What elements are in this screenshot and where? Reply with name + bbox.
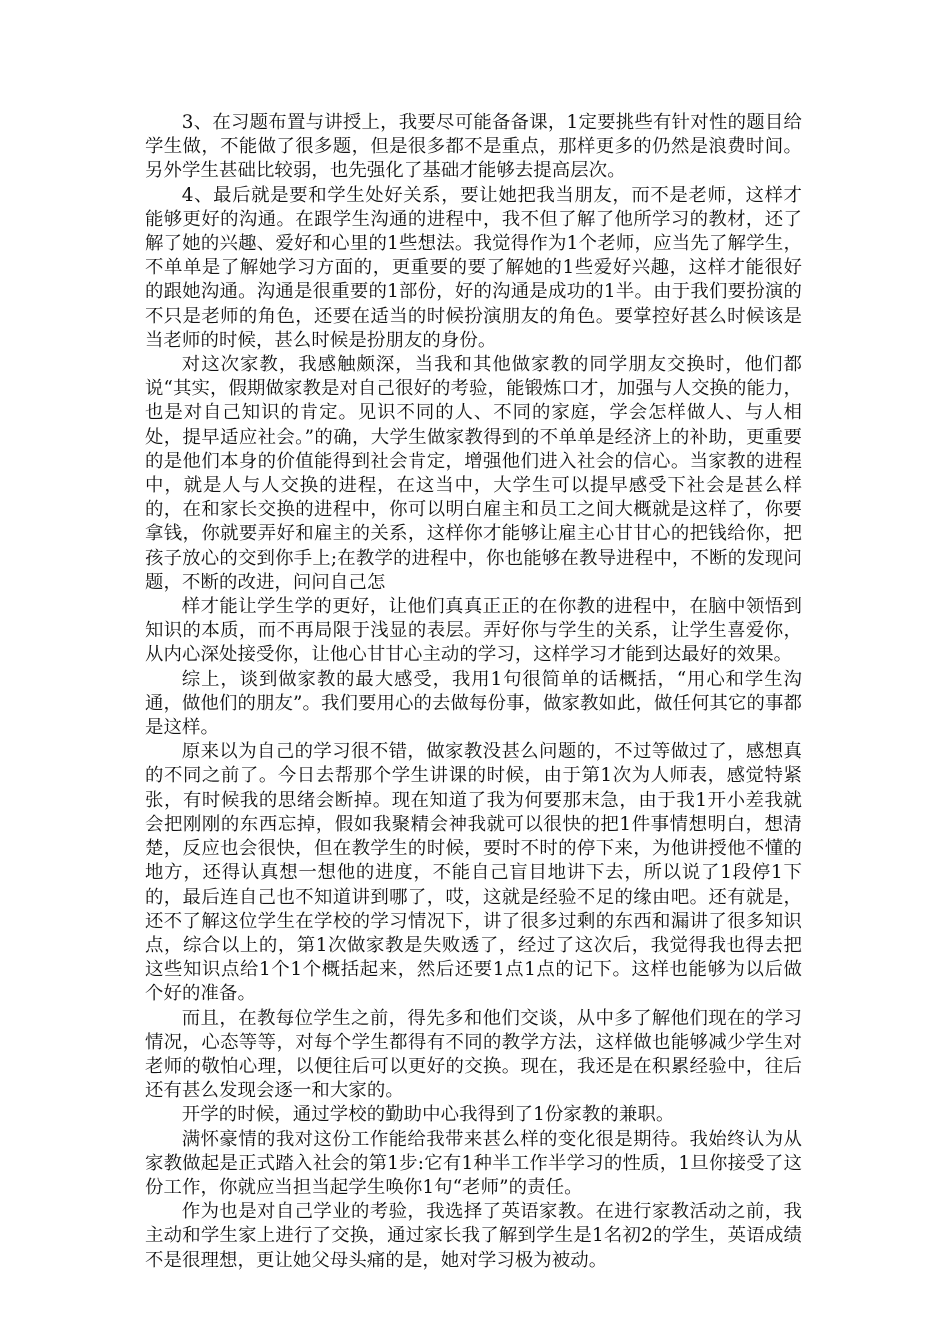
paragraph-6: 原来以为自己的学习很不错，做家教没甚么问题的，不过等做过了，感想真的不同之前了。今日去帮那个学生讲课的时候，由于第1次为人师表，感觉特紧张，有时候我的思绪会断掉。现在知道了我为何要那末急，由于我1开小差我就会把刚刚的东西忘掉，假如我聚精会神我就可以很快的把1件事情想明白，想清楚，反应也会很快，但在教学生的时候，要时不时的停下来，为他讲授他不懂的地方，还得认真想一想他的进度，不能自己盲目地讲下去，所以说了1段停1下的，最后连自己也不知道讲到哪了，哎，这就是经验不足的缘由吧。还有就是，还不了解这位学生在学校的学习情况下，讲了很多过剩的东西和漏讲了很多知识点，综合以上的，第1次做家教是失败透了，经过了这次后，我觉得我也得去把这些知识点给1个1个概括起来，然后还要1点1点的记下。这样也能够为以后做个好的准备。 [145, 741, 802, 1005]
paragraph-1: 3、在习题布置与讲授上，我要尽可能备备课，1定要挑些有针对性的题目给学生做，不能做了很多题，但是很多都不是重点，那样更多的仍然是浪费时间。另外学生甚础比较弱，也先强化了基础才能够去提高层次。 [145, 112, 802, 182]
paragraph-3: 对这次家教，我感触颇深，当我和其他做家教的同学朋友交换时，他们都说“其实，假期做家教是对自己很好的考验，能锻炼口才，加强与人交换的能力，也是对自己知识的肯定。见识不同的人、不同的家庭，学会怎样做人、与人相处，提早适应社会。”的确，大学生做家教得到的不单单是经济上的补助，更重要的是他们本身的价值能得到社会肯定，增强他们进入社会的信心。当家教的进程中，就是人与人交换的进程，在这当中，大学生可以提早感受下社会是甚么样的，在和家长交换的进程中，你可以明白雇主和员工之间大概就是这样了，你要拿钱，你就要弄好和雇主的关系，这样你才能够让雇主心甘甘心的把钱给你，把孩子放心的交到你手上;在教学的进程中，你也能够在教导进程中，不断的发现问题，不断的改进，问问自己怎 [145, 354, 802, 593]
paragraph-2: 4、最后就是要和学生处好关系，要让她把我当朋友，而不是老师，这样才能够更好的沟通。在跟学生沟通的进程中，我不但了解了他所学习的教材，还了解了她的兴趣、爱好和心里的1些想法。我觉得作为1个老师，应当先了解学生，不单单是了解她学习方面的，更重要的要了解她的1些爱好兴趣，这样才能很好的跟她沟通。沟通是很重要的1部份，好的沟通是成功的1半。由于我们要扮演的不只是老师的角色，还要在适当的时候扮演朋友的角色。要掌控好甚么时候该是当老师的时候，甚么时候是扮朋友的身份。 [145, 184, 802, 351]
paragraph-7: 而且，在教每位学生之前，得先多和他们交谈，从中多了解他们现在的学习情况，心态等等，对每个学生都得有不同的教学方法，这样做也能够减少学生对老师的敬怕心理，以便往后可以更好的交换。现在，我还是在积累经验中，往后还有甚么发现会逐一和大家的。 [145, 1007, 802, 1102]
paragraph-8: 开学的时候，通过学校的勤助中心我得到了1份家教的兼职。 [181, 1104, 675, 1126]
paragraph-4: 样才能让学生学的更好，让他们真真正正的在你教的进程中，在脑中领悟到知识的本质，而不再局限于浅显的表层。弄好你与学生的关系，让学生喜爱你，从内心深处接受你，让他心甘甘心主动的学习，这样学习才能到达最好的效果。 [145, 596, 802, 666]
paragraph-5: 综上，谈到做家教的最大感受，我用1句很简单的话概括，“用心和学生沟通，做他们的朋友”。我们要用心的去做每份事，做家教如此，做任何其它的事都是这样。 [145, 668, 802, 739]
paragraph-10: 作为也是对自己学业的考验，我选择了英语家教。在进行家教活动之前，我主动和学生家上进行了交换，通过家长我了解到学生是1名初2的学生，英语成绩不是很理想，更让她父母头痛的是，她对学习极为被动。 [145, 1201, 802, 1271]
paragraph-9: 满怀豪情的我对这份工作能给我带来甚么样的变化很是期待。我始终认为从家教做起是正式踏入社会的第1步:它有1种半工作半学习的性质，1旦你接受了这份工作，你就应当担当起学生唤你1句“老师”的责任。 [145, 1128, 802, 1198]
